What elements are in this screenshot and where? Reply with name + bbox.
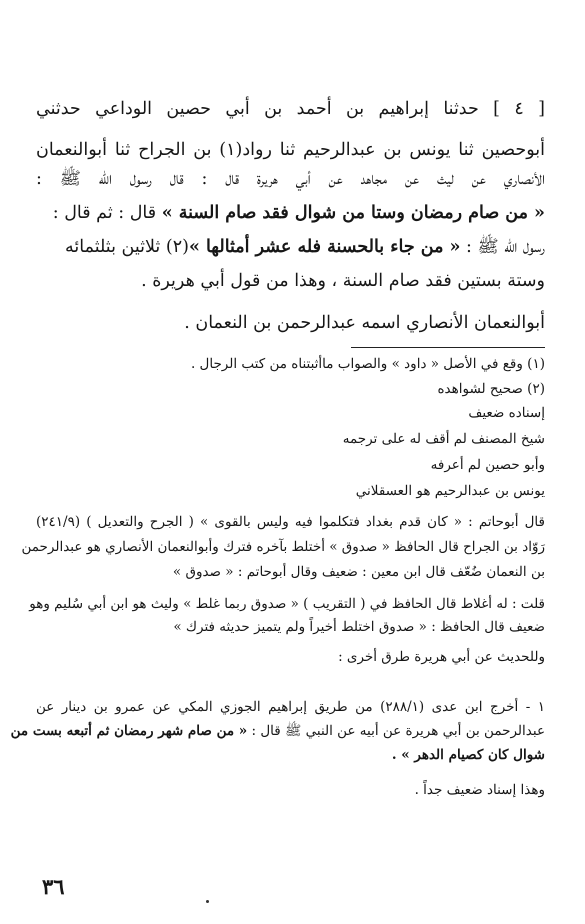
footnote-line-5: وأبو حصين لم أعرفه	[430, 457, 545, 473]
main-text-line-5	[36, 236, 545, 259]
main-text-line-4-rest: قال : ثم قال :	[52, 203, 162, 223]
footnote-line-10: قلت : له أغلاط قال الحافظ في ( التقريب ) « صدوق ربما غلط » وليث هو ابن أبي سُليم وهو	[29, 596, 545, 612]
hadith-quote-1: « من صام رمضان وستا من شوال فقد صام السنة »	[161, 203, 545, 223]
footnote-line-13: ١ - أخرج ابن عدى (٢٨٨/١) من طريق إبراهيم الجوزي المكي عن عمرو بن دينار عن	[36, 699, 545, 715]
footnote-line-9: بن النعمان ضُعّف قال ابن معين : ضعيف وقال أبوحاتم : « صدوق »	[172, 564, 545, 580]
main-text-line-4	[36, 202, 545, 225]
footnote-line-3: إسناده ضعيف	[468, 405, 545, 421]
main-text-line-1: [ ٤ ] حدثنا إبراهيم بن أحمد بن أبي حصين الوداعي حدثني	[36, 99, 545, 119]
main-text-line-7: أبوالنعمان الأنصاري اسمه عبدالرحمن بن النعمان .	[184, 313, 545, 333]
footnote-separator	[351, 347, 545, 348]
print-speck	[206, 900, 209, 903]
main-text-line-6: وستة بستين فقد صام السنة ، وهذا من قول أبي هريرة .	[141, 271, 545, 291]
main-text-line-5-start: رسول الله ﷺ :	[460, 237, 545, 257]
footnote-1: (١) وقع في الأصل « داود » والصواب ماأثبتناه من كتب الرجال .	[190, 356, 545, 372]
main-text-line-3: الأنصاري عن ليث عن مجاهد عن أبي هريرة قال : قال رسول الله ﷺ :	[36, 169, 545, 189]
page-number: ٣٦	[42, 874, 65, 899]
footnote-line-7: قال أبوحاتم : « كان قدم بغداد فتكلموا فيه وليس بالقوى » ( الجرح والتعديل ) (٢٤١/٩)	[36, 514, 545, 530]
footnote-line-12: وللحديث عن أبي هريرة طرق أخرى :	[338, 649, 545, 665]
footnote-line-15	[36, 747, 545, 765]
hadith-quote-2: « من جاء بالحسنة فله عشر أمثالها »	[188, 237, 461, 257]
main-text-line-5-end: (٢) ثلاثين بثلثمائه	[65, 237, 189, 257]
footnote-line-4: شيخ المصنف لم أقف له على ترجمه	[342, 431, 545, 447]
main-text-line-2: أبوحصين ثنا يونس بن عبدالرحيم ثنا رواد(١) بن الجراح ثنا أبوالنعمان	[36, 140, 545, 160]
hadith-quote-3: « من صام شهر رمضان ثم أتبعه بست من	[10, 723, 248, 739]
footnote-line-11: ضعيف قال الحافظ : « صدوق اختلط أخيراً ولم يتميز حديثه فترك »	[173, 619, 545, 635]
footnote-line-14	[10, 723, 545, 741]
footnote-line-14-start: عبدالرحمن بن أبي هريرة عن أبيه عن النبي ﷺ قال :	[247, 723, 545, 739]
footnote-2: (٢) صحيح لشواهده	[437, 381, 545, 397]
footnote-line-16: وهذا إسناد ضعيف جداً .	[414, 782, 545, 798]
hadith-quote-3-end: شوال كان كصيام الدهر » .	[391, 747, 545, 763]
footnote-line-8: رَوّاد بن الجراح قال الحافظ « صدوق » أختلط بآخره فترك وأبوالنعمان الأنصاري هو عبدالرحمن	[21, 539, 545, 555]
footnote-line-6: يونس بن عبدالرحيم هو العسقلاني	[355, 483, 545, 499]
